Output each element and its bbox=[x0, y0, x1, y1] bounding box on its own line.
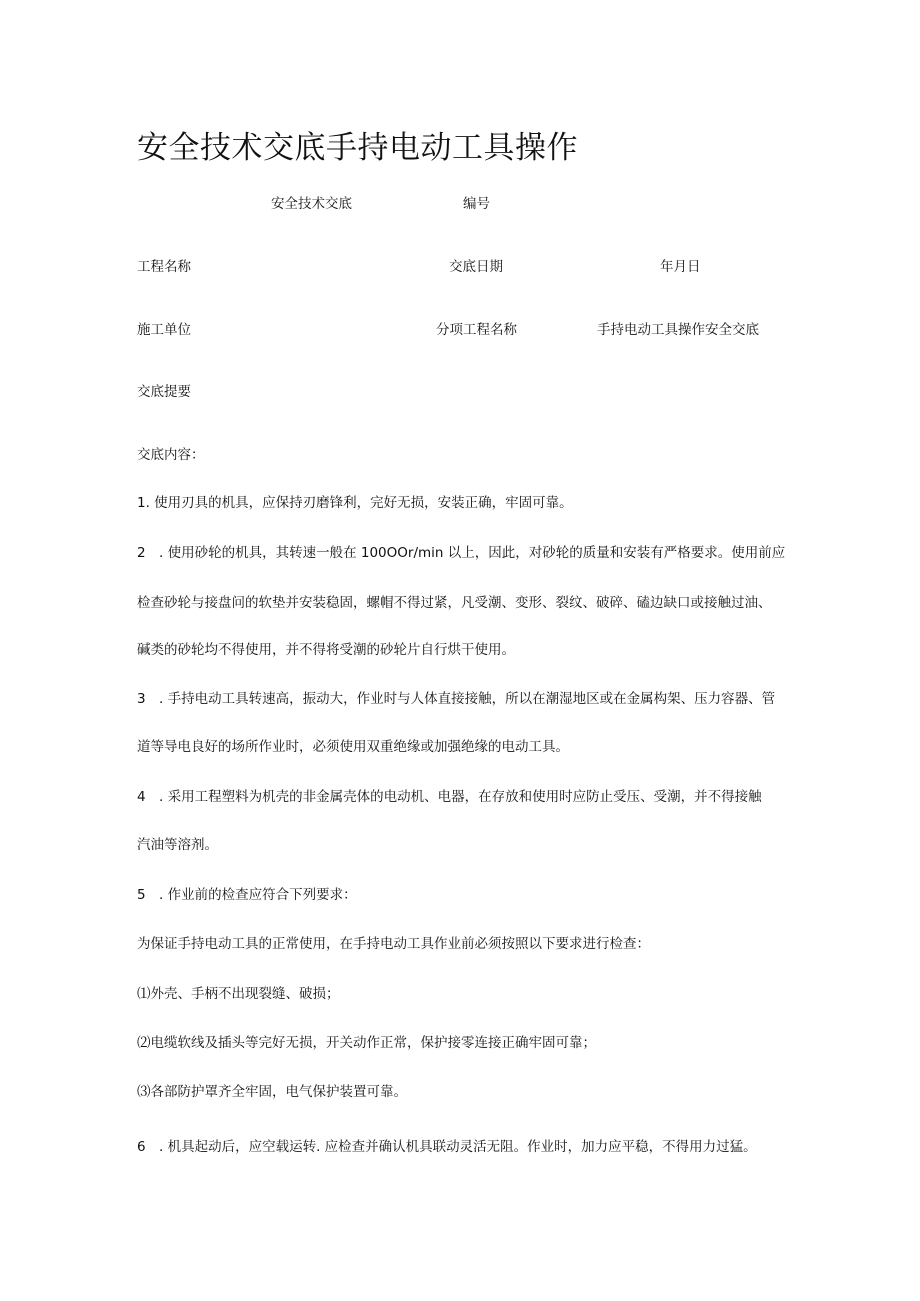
project-name-label: 工程名称 bbox=[137, 259, 191, 275]
content-line bbox=[137, 788, 762, 806]
sub-project-label: 分项工程名称 bbox=[436, 322, 517, 338]
date-label: 交底日期 bbox=[449, 259, 503, 275]
content-label: 交底内容： bbox=[137, 447, 205, 463]
content-line: 检查砂轮与接盘问的软垫并安装稳固，螺帽不得过紧，凡受潮、变形、裂纹、破碎、磕边缺口或接触过油、 bbox=[137, 595, 772, 611]
line-text: . 采用工程塑料为机壳的非金属壳体的电动机、电器，在存放和使用时应防止受压、受潮，并不得接触 bbox=[159, 789, 762, 805]
line-text: . 作业前的检查应符合下列要求： bbox=[159, 887, 357, 903]
document-title: 安全技术交底手持电动工具操作 bbox=[137, 130, 578, 166]
item-number: 2 bbox=[137, 545, 146, 561]
item-number: 4 bbox=[137, 789, 146, 805]
summary-label: 交底提要 bbox=[137, 384, 191, 400]
content-line: 为保证手持电动工具的正常使用，在手持电动工具作业前必须按照以下要求进行检查： bbox=[137, 936, 650, 952]
content-line: 碱类的砂轮均不得使用，并不得将受潮的砂轮片自行烘干使用。 bbox=[137, 642, 515, 658]
number-label: 编号 bbox=[463, 196, 490, 212]
line-text: . 机具起动后，应空载运转. 应检查并确认机具联动灵活无阻。作业时，加力应平稳，不得用力过猛。 bbox=[159, 1139, 757, 1155]
item-number: 3 bbox=[137, 691, 146, 707]
item-number: 6 bbox=[137, 1139, 146, 1155]
date-value: 年月日 bbox=[660, 259, 701, 275]
content-line bbox=[137, 544, 785, 562]
content-line: 道等导电良好的场所作业时，必须使用双重绝缘或加强绝缘的电动工具。 bbox=[137, 739, 569, 755]
content-line: 1. 使用刃具的机具，应保持刃磨锋利，完好无损，安装正确，牢固可靠。 bbox=[137, 495, 573, 511]
content-line: 汽油等溶剂。 bbox=[137, 837, 218, 853]
sub-project-value: 手持电动工具操作安全交底 bbox=[597, 322, 759, 338]
content-line bbox=[137, 886, 357, 904]
content-line bbox=[137, 690, 775, 708]
content-line bbox=[137, 1138, 757, 1156]
line-text: . 手持电动工具转速高，振动大，作业时与人体直接接触，所以在潮湿地区或在金属构架、压力容器、管 bbox=[159, 691, 776, 707]
content-line: ⑵电缆软线及插头等完好无损，开关动作正常，保护接零连接正确牢固可靠； bbox=[137, 1035, 596, 1051]
content-line: ⑴外壳、手柄不出现裂缝、破损； bbox=[137, 986, 340, 1002]
content-line: ⑶各部防护罩齐全牢固，电气保护装置可靠。 bbox=[137, 1084, 407, 1100]
item-number: 5 bbox=[137, 887, 146, 903]
header-label: 安全技术交底 bbox=[271, 196, 352, 212]
unit-label: 施工单位 bbox=[137, 322, 191, 338]
line-text: . 使用砂轮的机具，其转速一般在 100OOr/min 以上，因此，对砂轮的质量和安装有严格要求。使用前应 bbox=[159, 545, 786, 561]
